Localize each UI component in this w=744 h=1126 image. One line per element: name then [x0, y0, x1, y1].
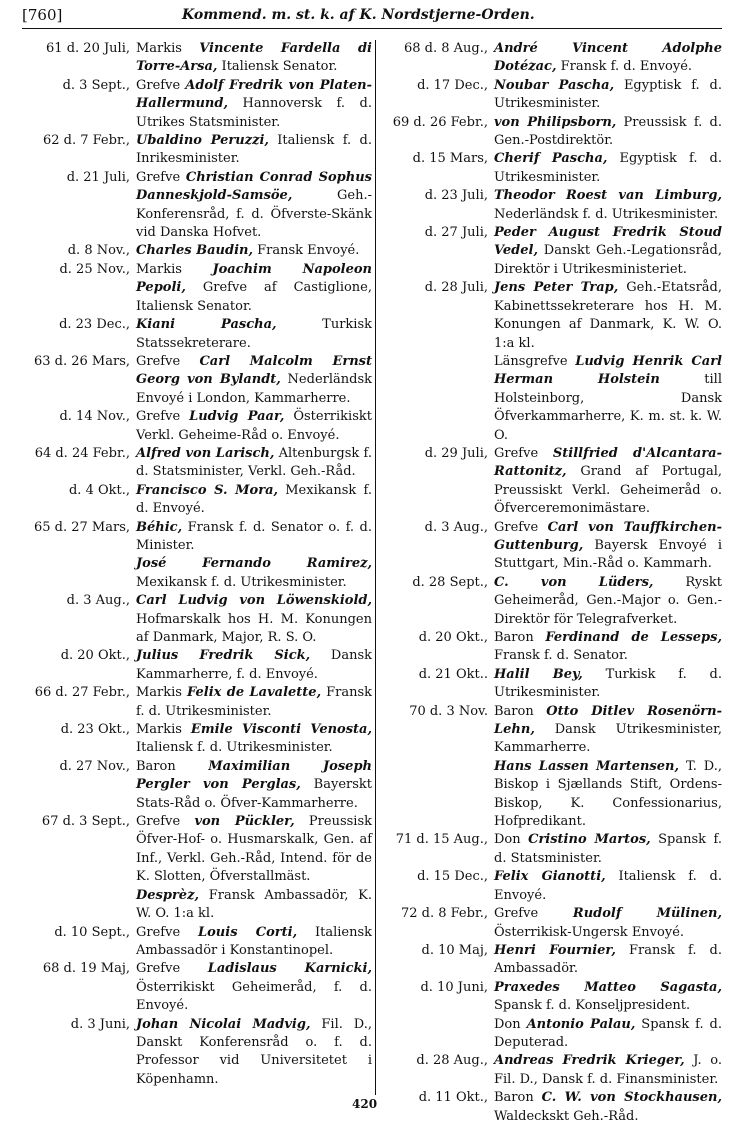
entry-description: Mexikansk f. d. Utrikesminister. [136, 574, 347, 590]
entry-name: Christian Conrad Sophus Danneskjold-Samsöe, [136, 169, 372, 204]
entry-name: Ferdinand de Lesseps, [545, 630, 722, 645]
entry-description: Italiensk f. d. Utrikesminister. [136, 740, 333, 756]
entry-description: Egyptisk f. d. Utrikesminister. [494, 151, 722, 185]
list-item [22, 261, 372, 316]
entry-text [494, 187, 722, 224]
list-item [380, 224, 722, 279]
entry-name: Jens Peter Trap, [494, 280, 619, 296]
entry-description: Spansk f. d. Statsminister. [494, 832, 722, 866]
entry-text [494, 703, 722, 758]
entry-name: Johan Nicolai Madvig, [136, 1016, 311, 1032]
entry-text [136, 887, 372, 924]
entry-text [136, 1016, 372, 1090]
entry-prefix: Baron [494, 703, 547, 719]
entry-text [494, 150, 722, 187]
entry-name: Stillfried d'Alcantara-Rattonitz, [494, 445, 722, 480]
entry-text [136, 555, 372, 592]
entry-date: d. 4 Okt., [68, 482, 130, 498]
entry-date: 68 d. 19 Maj, [42, 961, 130, 977]
entry-date: 71 d. 15 Aug., [395, 832, 488, 848]
entry-name: Maximilian Joseph Pergler von Perglas, [136, 758, 372, 793]
entry-name: Cristino Martos, [528, 832, 651, 848]
entry-description: Egyptisk f. d. Utrikesminister. [494, 77, 722, 112]
entry-prefix: Grefve [136, 961, 208, 977]
entry-date: d. 10 Juni, [420, 979, 488, 995]
list-item [380, 868, 722, 905]
entry-description: Österrikiskt Verkl. Geheime-Råd o. Envoyé. [136, 409, 372, 443]
entry-text [136, 242, 372, 260]
entry-text [136, 169, 372, 243]
entry-description: Fransk f. d. Senator. [494, 648, 628, 664]
entry-date [380, 353, 494, 445]
entry-date: d. 28 Sept., [412, 574, 488, 590]
entry-name: Hans Lassen Martensen, [494, 758, 680, 774]
entry-date: d. 23 Okt., [60, 722, 130, 738]
list-item [22, 242, 372, 260]
entry-description: T. D., Biskop i Sjællands Stift, Ordens-Biskop, K. Confessionarius, Hofpredikant. [494, 758, 722, 830]
entry-description: Hannoversk f. d. Utrikes Statsminister. [136, 96, 372, 130]
entry-name: Andreas Fredrik Krieger, [494, 1053, 685, 1069]
entry-date: d. 15 Mars, [412, 151, 488, 167]
entry-date: 70 d. 3 Nov. [409, 703, 488, 719]
entry-text [494, 353, 722, 445]
entry-description: Geh.-Etatsråd, Kabinettssekreterare hos H. M. Konungen af Danmark, K. W. O. 1:a kl. [494, 280, 723, 351]
entry-prefix: Markis [136, 685, 187, 701]
entry-prefix: Markis [136, 722, 191, 738]
entry-text [136, 758, 372, 813]
entry-name: Theodor Roest van Limburg, [494, 188, 722, 204]
entry-text [136, 813, 372, 887]
entry-text [136, 684, 372, 721]
entry-date [22, 555, 136, 592]
entry-name: Charles Baudin, [136, 243, 253, 259]
entry-text [136, 316, 372, 353]
list-item [22, 169, 372, 243]
entry-description: Italiensk f. d. Inrikesminister. [136, 133, 373, 167]
column-divider [375, 40, 376, 1095]
entry-name: Henri Fournier, [494, 942, 616, 958]
right-column [380, 40, 722, 1126]
entry-date: 66 d. 27 Febr., [34, 685, 130, 701]
entry-prefix: Grefve [494, 519, 548, 535]
footer-page-number: 420 [352, 1097, 378, 1111]
entry-description: Mexikansk f. d. Envoyé. [136, 482, 372, 517]
entry-text [494, 114, 722, 151]
list-item [380, 703, 722, 758]
entry-date: d. 8 Nov., [67, 243, 130, 259]
entry-prefix: Grefve [136, 353, 200, 369]
entry-date: d. 3 Juni, [70, 1016, 130, 1032]
list-item [22, 482, 372, 519]
entry-text [136, 40, 372, 77]
entry-description: Altenburgsk f. d. Statsminister, Verkl. Geh.-Råd. [136, 445, 372, 480]
list-item [380, 758, 722, 832]
entry-date: d. 28 Aug., [416, 1053, 488, 1069]
entry-description: till Holsteinborg, Dansk Öfverkammarherre, K. m. st. k. W. O. [494, 372, 722, 443]
entry-date: d. 3 Aug., [66, 593, 130, 609]
entry-description: Österrikisk-Ungersk Envoyé. [494, 924, 685, 940]
entry-name: Alfred von Larisch, [136, 445, 275, 461]
entry-name: Ludvig Paar, [189, 409, 285, 425]
entry-description: Fransk Ambassadör, K. W. O. 1:a kl. [136, 887, 372, 922]
entry-prefix: Markis [136, 261, 213, 277]
entry-date: d. 23 Dec., [59, 317, 130, 333]
entry-date: d. 3 Aug., [424, 519, 488, 535]
entry-text [494, 831, 722, 868]
entry-description: Fransk Envoyé. [253, 243, 360, 259]
entry-date: d. 3 Sept., [62, 77, 130, 93]
entry-text [136, 261, 372, 316]
entry-text [494, 1016, 722, 1053]
list-item [22, 519, 372, 556]
entry-name: von Pückler, [194, 814, 295, 830]
entry-text [494, 868, 722, 905]
entry-text [494, 629, 722, 666]
entry-text [494, 519, 722, 574]
entry-description: Fransk f. d. Envoyé. [556, 59, 693, 75]
list-item [380, 445, 722, 519]
entry-description: Italiensk f. d. Envoyé. [494, 869, 722, 903]
entry-description: Fil. D., Danskt Konferensråd o. f. d. Professor vid Universitetet i Köpenhamn. [136, 1016, 372, 1087]
entry-description: Danskt Geh.-Legationsråd, Direktör i Utrikesministeriet. [494, 243, 722, 277]
entry-name: Francisco S. Mora, [136, 482, 279, 498]
entry-prefix: Grefve [136, 814, 195, 830]
list-item [380, 150, 722, 187]
entry-name: Ladislaus Karnicki, [207, 961, 373, 977]
entry-text [494, 1052, 722, 1089]
entry-description: Bayersk Envoyé i Stuttgart, Min.-Råd o. Kammarh. [494, 537, 722, 572]
list-item [380, 905, 722, 942]
entry-text [494, 758, 722, 832]
entry-name: von Philipsborn, [494, 114, 617, 130]
entry-description: Preussisk f. d. Gen.-Postdirektör. [494, 114, 722, 149]
entry-text [494, 77, 722, 114]
entry-description: Grefve af Castiglione, Italiensk Senator. [136, 280, 372, 314]
entry-date: d. 17 Dec., [417, 77, 488, 93]
entry-text [494, 279, 722, 353]
entry-name: Emile Visconti Venosta, [190, 722, 372, 738]
entry-description: Fransk f. d. Ambassadör. [494, 942, 722, 977]
entry-date: 69 d. 26 Febr., [392, 114, 488, 130]
entry-date: 63 d. 26 Mars, [33, 353, 130, 369]
entry-name: Peder August Fredrik Stoud Vedel, [494, 225, 722, 259]
list-item [22, 721, 372, 758]
list-item [380, 279, 722, 353]
entry-name: Otto Ditlev Rosenörn-Lehn, [494, 703, 722, 738]
entry-text [136, 924, 372, 961]
list-item [380, 353, 722, 445]
entry-prefix: Don [494, 1016, 527, 1032]
entry-name: André Vincent Adolphe Dotézac, [494, 41, 722, 75]
entry-name: Antonio Palau, [526, 1016, 636, 1032]
entry-name: Halil Bey, [494, 666, 583, 682]
list-item [380, 519, 722, 574]
entry-date: 64 d. 24 Febr., [34, 445, 130, 461]
entry-description: Dansk Utrikesminister, Kammarherre. [494, 722, 722, 756]
header-rule [22, 28, 722, 29]
entry-name: Joachim Napoleon Pepoli, [136, 261, 372, 296]
page-label: [760] [22, 6, 63, 24]
entry-description: J. o. Fil. D., Dansk f. d. Finansminister. [494, 1053, 722, 1087]
entry-prefix: Grefve [136, 409, 190, 425]
entry-text [494, 445, 722, 519]
entry-text [136, 77, 372, 132]
entry-description: Fransk f. d. Utrikesminister. [136, 685, 372, 719]
entry-description: Italiensk Ambassadör i Konstantinopel. [136, 924, 372, 958]
entry-text [136, 353, 372, 408]
entry-date: 65 d. 27 Mars, [33, 519, 130, 535]
entry-prefix: Baron [494, 630, 546, 645]
entry-date [380, 758, 494, 832]
list-item [22, 684, 372, 721]
entry-description: Ryskt Geheimeråd, Gen.-Major o. Gen.-Direktör för Telegrafverket. [494, 574, 722, 627]
entry-name: Ludvig Henrik Carl Herman Holstein [494, 353, 722, 388]
entry-text [494, 905, 722, 942]
entry-date: 67 d. 3 Sept., [41, 814, 130, 830]
list-item [380, 187, 722, 224]
entry-prefix: Baron [494, 1090, 542, 1106]
entry-description: Grand af Portugal, Preussiskt Verkl. Geheimeråd o. Öfverceremonimästare. [494, 464, 722, 517]
list-item [380, 666, 722, 703]
entry-description: Italiensk Senator. [217, 59, 338, 75]
entry-date [380, 1016, 494, 1053]
entry-description: Nederländsk f. d. Utrikesminister. [494, 206, 719, 222]
entry-text [494, 942, 722, 979]
entry-name: Ubaldino Peruzzi, [136, 133, 269, 149]
list-item [22, 316, 372, 353]
list-item [22, 592, 372, 647]
entry-name: Carl Malcolm Ernst Georg von Bylandt, [136, 353, 372, 388]
list-item [380, 1016, 722, 1053]
entry-name: Louis Corti, [198, 924, 298, 940]
entry-date: d. 14 Nov., [59, 409, 130, 425]
list-item [22, 408, 372, 445]
entry-name: Praxedes Matteo Sagasta, [494, 979, 722, 995]
list-item [22, 1016, 372, 1090]
list-item [22, 924, 372, 961]
entry-description: Dansk Kammarherre, f. d. Envoyé. [136, 648, 372, 682]
list-item [22, 445, 372, 482]
entry-date: d. 10 Maj, [421, 942, 488, 958]
entry-description: Nederländsk Envoyé i London, Kammarherre. [136, 372, 372, 406]
list-item [380, 629, 722, 666]
list-item [380, 574, 722, 629]
entry-date: d. 15 Dec., [417, 869, 488, 885]
entry-name: Felix Gianotti, [494, 869, 606, 885]
entry-name: Béhic, [136, 519, 183, 535]
entry-name: Julius Fredrik Sick, [136, 648, 311, 664]
entry-date: d. 29 Juli, [424, 445, 488, 461]
entry-text [494, 574, 722, 629]
entry-prefix: Länsgrefve [494, 353, 576, 369]
entry-description: Spansk f. d. Konseljpresident. [494, 998, 691, 1014]
entry-name: Vincente Fardella di Torre-Arsa, [136, 41, 372, 75]
entry-prefix: Grefve [136, 169, 186, 185]
entry-description: Turkisk f. d. Utrikesminister. [494, 666, 722, 701]
entry-text [136, 132, 372, 169]
entry-description: Hofmarskalk hos H. M. Konungen af Danmark, Major, R. S. O. [136, 611, 372, 645]
entry-description: Waldeckskt Geh.-Råd. [494, 1108, 639, 1124]
entry-date: d. 20 Okt., [60, 648, 130, 664]
entry-name: Adolf Fredrik von Platen-Hallermund, [136, 77, 372, 112]
entry-text [136, 408, 372, 445]
list-item [22, 887, 372, 924]
list-item [380, 1089, 722, 1126]
entry-name: Carl von Tauffkirchen-Guttenburg, [494, 519, 722, 553]
entry-prefix: Markis [136, 41, 200, 56]
entry-date: d. 25 Nov., [59, 261, 130, 277]
entry-description: Bayerskt Stats-Råd o. Öfver-Kammarherre. [136, 777, 372, 811]
left-column [22, 40, 372, 1089]
entry-date: d. 21 Okt.. [418, 666, 488, 682]
entry-name: Noubar Pascha, [494, 77, 615, 93]
entry-text [136, 482, 372, 519]
entry-name: C. von Lüders, [494, 574, 654, 590]
running-title: Kommend. m. st. k. af K. Nordstjerne-Orden. [182, 7, 535, 23]
entry-date: d. 27 Juli, [424, 225, 488, 241]
entry-name: Desprèz, [136, 887, 199, 903]
entry-description: Geh.-Konferensråd, f. d. Öfverste-Skänk vid Danska Hofvet. [136, 188, 372, 241]
list-item [22, 960, 372, 1015]
list-item [380, 942, 722, 979]
entry-date: 62 d. 7 Febr., [42, 133, 130, 149]
entry-text [136, 592, 372, 647]
entry-date: d. 21 Juli, [66, 169, 130, 185]
entry-prefix: Grefve [494, 906, 573, 922]
entry-date: d. 10 Sept., [54, 924, 130, 940]
entry-name: José Fernando Ramirez, [136, 556, 372, 572]
entry-date: d. 27 Nov., [59, 758, 130, 774]
list-item [22, 555, 372, 592]
entry-text [494, 224, 722, 279]
entry-name: Rudolf Mülinen, [572, 906, 722, 922]
list-item [380, 1052, 722, 1089]
entry-description: Turkisk Statssekreterare. [136, 317, 372, 351]
entry-date: d. 11 Okt., [418, 1090, 488, 1106]
entry-text [494, 666, 722, 703]
list-item [22, 647, 372, 684]
entry-text [136, 519, 372, 556]
entry-name: Kiani Pascha, [136, 317, 277, 333]
list-item [22, 40, 372, 77]
entry-name: Carl Ludvig von Löwenskiold, [136, 593, 372, 609]
page-header [22, 4, 722, 30]
list-item [22, 353, 372, 408]
list-item [380, 114, 722, 151]
entry-prefix: Grefve [136, 77, 186, 93]
entry-prefix: Baron [136, 758, 209, 774]
list-item [22, 813, 372, 887]
entry-date [22, 887, 136, 924]
entry-date: 72 d. 8 Febr., [400, 906, 488, 922]
entry-description: Preussisk Öfver-Hof- o. Husmarskalk, Gen. af Inf., Verkl. Geh.-Råd, Intend. för de K. Slotten, Öfverstallmäst. [136, 814, 373, 885]
entry-text [136, 445, 372, 482]
entry-text [136, 960, 372, 1015]
entry-description: Fransk f. d. Senator o. f. d. Minister. [136, 519, 372, 553]
list-item [380, 831, 722, 868]
list-item [22, 77, 372, 132]
entry-date: d. 28 Juli, [424, 280, 488, 296]
entry-date: 61 d. 20 Juli, [46, 41, 130, 56]
entry-description: Österrikiskt Geheimeråd, f. d. Envoyé. [136, 979, 372, 1014]
entry-description: Spansk f. d. Deputerad. [494, 1016, 722, 1050]
entry-name: C. W. von Stockhausen, [541, 1090, 722, 1106]
entry-name: Felix de Lavalette, [186, 685, 322, 701]
list-item [22, 758, 372, 813]
list-item [380, 40, 722, 77]
entry-text [494, 979, 722, 1016]
list-item [380, 77, 722, 114]
entry-date: d. 23 Juli, [424, 188, 488, 204]
entry-date: 68 d. 8 Aug., [403, 41, 488, 56]
entry-text [136, 721, 372, 758]
entry-date: d. 20 Okt., [418, 630, 488, 645]
entry-text [494, 1089, 722, 1126]
entry-name: Cherif Pascha, [494, 151, 608, 167]
entry-text [136, 647, 372, 684]
list-item [22, 132, 372, 169]
entry-prefix: Grefve [136, 924, 198, 940]
entry-prefix: Don [494, 832, 529, 848]
entry-prefix: Grefve [494, 445, 553, 461]
list-item [380, 979, 722, 1016]
entry-text [494, 40, 722, 77]
